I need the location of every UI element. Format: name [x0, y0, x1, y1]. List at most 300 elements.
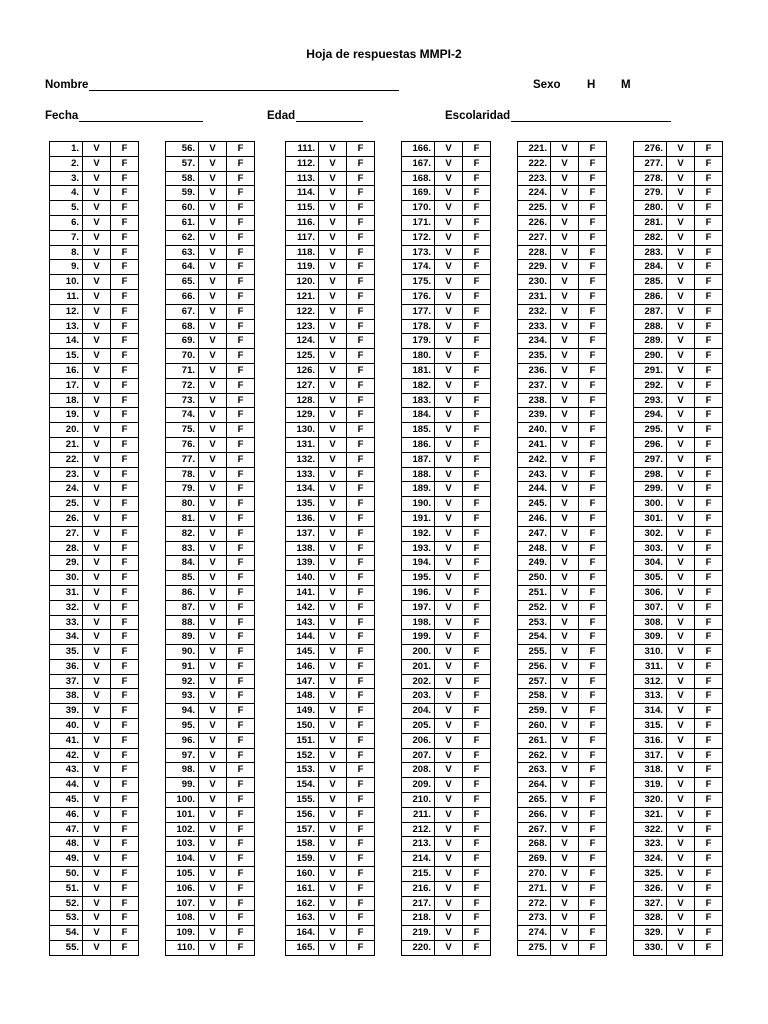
answer-false-option[interactable]: F [579, 363, 607, 378]
escolaridad-line[interactable] [511, 110, 671, 122]
answer-false-option[interactable]: F [227, 719, 255, 734]
answer-true-option[interactable]: V [667, 556, 695, 571]
answer-false-option[interactable]: F [463, 571, 491, 586]
answer-true-option[interactable]: V [435, 526, 463, 541]
answer-true-option[interactable]: V [551, 245, 579, 260]
answer-false-option[interactable]: F [695, 556, 723, 571]
answer-false-option[interactable]: F [695, 704, 723, 719]
answer-true-option[interactable]: V [83, 733, 111, 748]
answer-false-option[interactable]: F [347, 585, 375, 600]
answer-false-option[interactable]: F [695, 941, 723, 956]
answer-true-option[interactable]: V [199, 304, 227, 319]
answer-false-option[interactable]: F [347, 763, 375, 778]
answer-false-option[interactable]: F [579, 763, 607, 778]
answer-false-option[interactable]: F [227, 363, 255, 378]
answer-false-option[interactable]: F [463, 881, 491, 896]
answer-false-option[interactable]: F [579, 541, 607, 556]
answer-true-option[interactable]: V [667, 778, 695, 793]
answer-true-option[interactable]: V [551, 867, 579, 882]
answer-true-option[interactable]: V [667, 733, 695, 748]
answer-true-option[interactable]: V [667, 142, 695, 157]
answer-false-option[interactable]: F [695, 171, 723, 186]
answer-true-option[interactable]: V [83, 763, 111, 778]
answer-true-option[interactable]: V [667, 674, 695, 689]
answer-true-option[interactable]: V [83, 659, 111, 674]
answer-false-option[interactable]: F [227, 571, 255, 586]
answer-false-option[interactable]: F [695, 467, 723, 482]
answer-false-option[interactable]: F [695, 452, 723, 467]
answer-false-option[interactable]: F [227, 659, 255, 674]
answer-true-option[interactable]: V [83, 778, 111, 793]
answer-false-option[interactable]: F [579, 215, 607, 230]
answer-false-option[interactable]: F [695, 289, 723, 304]
answer-false-option[interactable]: F [347, 571, 375, 586]
answer-true-option[interactable]: V [319, 452, 347, 467]
answer-true-option[interactable]: V [319, 600, 347, 615]
answer-true-option[interactable]: V [199, 719, 227, 734]
answer-false-option[interactable]: F [347, 275, 375, 290]
answer-false-option[interactable]: F [579, 437, 607, 452]
answer-false-option[interactable]: F [579, 615, 607, 630]
answer-false-option[interactable]: F [347, 881, 375, 896]
answer-false-option[interactable]: F [111, 778, 139, 793]
answer-false-option[interactable]: F [347, 215, 375, 230]
answer-false-option[interactable]: F [695, 585, 723, 600]
answer-true-option[interactable]: V [199, 408, 227, 423]
answer-true-option[interactable]: V [83, 571, 111, 586]
answer-false-option[interactable]: F [695, 363, 723, 378]
answer-true-option[interactable]: V [551, 881, 579, 896]
escolaridad-field[interactable] [445, 110, 671, 122]
answer-false-option[interactable]: F [347, 807, 375, 822]
answer-false-option[interactable]: F [347, 852, 375, 867]
answer-false-option[interactable]: F [579, 733, 607, 748]
answer-true-option[interactable]: V [551, 497, 579, 512]
answer-false-option[interactable]: F [463, 186, 491, 201]
answer-false-option[interactable]: F [227, 497, 255, 512]
answer-false-option[interactable]: F [463, 245, 491, 260]
answer-false-option[interactable]: F [347, 689, 375, 704]
answer-true-option[interactable]: V [667, 837, 695, 852]
answer-true-option[interactable]: V [667, 807, 695, 822]
answer-false-option[interactable]: F [579, 260, 607, 275]
answer-true-option[interactable]: V [435, 704, 463, 719]
answer-true-option[interactable]: V [199, 363, 227, 378]
answer-false-option[interactable]: F [579, 230, 607, 245]
answer-false-option[interactable]: F [463, 719, 491, 734]
answer-false-option[interactable]: F [111, 763, 139, 778]
answer-true-option[interactable]: V [435, 645, 463, 660]
answer-false-option[interactable]: F [579, 408, 607, 423]
answer-false-option[interactable]: F [695, 852, 723, 867]
answer-true-option[interactable]: V [83, 615, 111, 630]
answer-false-option[interactable]: F [579, 571, 607, 586]
answer-true-option[interactable]: V [667, 349, 695, 364]
answer-true-option[interactable]: V [551, 793, 579, 808]
answer-false-option[interactable]: F [579, 201, 607, 216]
answer-true-option[interactable]: V [199, 585, 227, 600]
answer-true-option[interactable]: V [551, 600, 579, 615]
answer-true-option[interactable]: V [667, 378, 695, 393]
answer-true-option[interactable]: V [319, 867, 347, 882]
answer-false-option[interactable]: F [347, 867, 375, 882]
answer-false-option[interactable]: F [463, 201, 491, 216]
answer-true-option[interactable]: V [667, 201, 695, 216]
answer-true-option[interactable]: V [199, 437, 227, 452]
answer-false-option[interactable]: F [111, 408, 139, 423]
answer-false-option[interactable]: F [463, 467, 491, 482]
answer-false-option[interactable]: F [347, 393, 375, 408]
answer-false-option[interactable]: F [695, 911, 723, 926]
answer-false-option[interactable]: F [347, 142, 375, 157]
answer-false-option[interactable]: F [695, 275, 723, 290]
answer-true-option[interactable]: V [667, 408, 695, 423]
answer-true-option[interactable]: V [667, 230, 695, 245]
answer-false-option[interactable]: F [111, 896, 139, 911]
answer-true-option[interactable]: V [435, 363, 463, 378]
answer-false-option[interactable]: F [227, 585, 255, 600]
answer-false-option[interactable]: F [227, 334, 255, 349]
answer-true-option[interactable]: V [83, 260, 111, 275]
answer-false-option[interactable]: F [227, 822, 255, 837]
answer-true-option[interactable]: V [83, 186, 111, 201]
answer-true-option[interactable]: V [551, 541, 579, 556]
answer-true-option[interactable]: V [199, 881, 227, 896]
answer-true-option[interactable]: V [319, 822, 347, 837]
answer-true-option[interactable]: V [199, 630, 227, 645]
answer-true-option[interactable]: V [83, 748, 111, 763]
answer-true-option[interactable]: V [83, 556, 111, 571]
answer-false-option[interactable]: F [227, 245, 255, 260]
answer-false-option[interactable]: F [347, 896, 375, 911]
answer-true-option[interactable]: V [199, 689, 227, 704]
answer-false-option[interactable]: F [695, 230, 723, 245]
answer-true-option[interactable]: V [199, 260, 227, 275]
answer-true-option[interactable]: V [551, 807, 579, 822]
answer-true-option[interactable]: V [551, 556, 579, 571]
answer-true-option[interactable]: V [319, 275, 347, 290]
answer-true-option[interactable]: V [319, 704, 347, 719]
answer-true-option[interactable]: V [667, 911, 695, 926]
answer-false-option[interactable]: F [463, 304, 491, 319]
answer-true-option[interactable]: V [319, 926, 347, 941]
answer-false-option[interactable]: F [347, 171, 375, 186]
answer-true-option[interactable]: V [319, 334, 347, 349]
answer-false-option[interactable]: F [579, 600, 607, 615]
answer-true-option[interactable]: V [667, 393, 695, 408]
answer-false-option[interactable]: F [347, 733, 375, 748]
answer-false-option[interactable]: F [463, 363, 491, 378]
answer-true-option[interactable]: V [83, 807, 111, 822]
answer-true-option[interactable]: V [435, 748, 463, 763]
answer-true-option[interactable]: V [667, 719, 695, 734]
answer-false-option[interactable]: F [227, 793, 255, 808]
answer-false-option[interactable]: F [227, 201, 255, 216]
answer-false-option[interactable]: F [579, 793, 607, 808]
answer-false-option[interactable]: F [695, 319, 723, 334]
answer-false-option[interactable]: F [111, 319, 139, 334]
answer-false-option[interactable]: F [111, 733, 139, 748]
answer-true-option[interactable]: V [199, 526, 227, 541]
answer-true-option[interactable]: V [83, 482, 111, 497]
answer-false-option[interactable]: F [579, 896, 607, 911]
answer-false-option[interactable]: F [111, 719, 139, 734]
answer-false-option[interactable]: F [111, 363, 139, 378]
answer-true-option[interactable]: V [199, 423, 227, 438]
answer-true-option[interactable]: V [83, 363, 111, 378]
answer-false-option[interactable]: F [227, 778, 255, 793]
answer-true-option[interactable]: V [667, 852, 695, 867]
answer-false-option[interactable]: F [227, 289, 255, 304]
answer-true-option[interactable]: V [83, 911, 111, 926]
answer-true-option[interactable]: V [319, 378, 347, 393]
answer-true-option[interactable]: V [83, 941, 111, 956]
answer-true-option[interactable]: V [435, 482, 463, 497]
answer-false-option[interactable]: F [463, 511, 491, 526]
answer-false-option[interactable]: F [463, 319, 491, 334]
answer-true-option[interactable]: V [319, 733, 347, 748]
answer-false-option[interactable]: F [111, 482, 139, 497]
answer-false-option[interactable]: F [695, 541, 723, 556]
answer-true-option[interactable]: V [667, 245, 695, 260]
answer-false-option[interactable]: F [347, 245, 375, 260]
answer-false-option[interactable]: F [111, 571, 139, 586]
answer-false-option[interactable]: F [347, 600, 375, 615]
answer-false-option[interactable]: F [579, 867, 607, 882]
answer-true-option[interactable]: V [83, 674, 111, 689]
answer-true-option[interactable]: V [319, 497, 347, 512]
answer-true-option[interactable]: V [199, 704, 227, 719]
answer-false-option[interactable]: F [695, 630, 723, 645]
answer-false-option[interactable]: F [579, 142, 607, 157]
answer-true-option[interactable]: V [83, 896, 111, 911]
answer-true-option[interactable]: V [435, 793, 463, 808]
answer-true-option[interactable]: V [199, 748, 227, 763]
answer-false-option[interactable]: F [227, 689, 255, 704]
answer-true-option[interactable]: V [83, 926, 111, 941]
answer-false-option[interactable]: F [695, 260, 723, 275]
answer-false-option[interactable]: F [111, 423, 139, 438]
answer-true-option[interactable]: V [83, 142, 111, 157]
answer-true-option[interactable]: V [83, 201, 111, 216]
answer-false-option[interactable]: F [347, 793, 375, 808]
answer-false-option[interactable]: F [111, 349, 139, 364]
answer-true-option[interactable]: V [319, 615, 347, 630]
answer-false-option[interactable]: F [463, 334, 491, 349]
answer-false-option[interactable]: F [227, 926, 255, 941]
answer-true-option[interactable]: V [551, 659, 579, 674]
answer-false-option[interactable]: F [227, 867, 255, 882]
answer-true-option[interactable]: V [435, 941, 463, 956]
answer-false-option[interactable]: F [347, 334, 375, 349]
answer-true-option[interactable]: V [83, 215, 111, 230]
answer-false-option[interactable]: F [463, 600, 491, 615]
answer-true-option[interactable]: V [199, 822, 227, 837]
answer-true-option[interactable]: V [435, 867, 463, 882]
answer-true-option[interactable]: V [435, 275, 463, 290]
answer-true-option[interactable]: V [551, 275, 579, 290]
answer-false-option[interactable]: F [463, 733, 491, 748]
answer-true-option[interactable]: V [551, 142, 579, 157]
answer-true-option[interactable]: V [83, 526, 111, 541]
answer-true-option[interactable]: V [199, 911, 227, 926]
answer-true-option[interactable]: V [435, 600, 463, 615]
answer-false-option[interactable]: F [695, 778, 723, 793]
answer-true-option[interactable]: V [667, 467, 695, 482]
answer-true-option[interactable]: V [551, 467, 579, 482]
answer-true-option[interactable]: V [83, 423, 111, 438]
answer-true-option[interactable]: V [319, 585, 347, 600]
answer-false-option[interactable]: F [579, 556, 607, 571]
answer-true-option[interactable]: V [199, 186, 227, 201]
answer-true-option[interactable]: V [667, 289, 695, 304]
answer-false-option[interactable]: F [695, 896, 723, 911]
answer-true-option[interactable]: V [551, 452, 579, 467]
answer-false-option[interactable]: F [695, 615, 723, 630]
answer-false-option[interactable]: F [111, 304, 139, 319]
answer-true-option[interactable]: V [319, 630, 347, 645]
answer-true-option[interactable]: V [667, 541, 695, 556]
answer-false-option[interactable]: F [227, 408, 255, 423]
answer-true-option[interactable]: V [199, 349, 227, 364]
answer-false-option[interactable]: F [463, 941, 491, 956]
answer-false-option[interactable]: F [227, 378, 255, 393]
answer-true-option[interactable]: V [199, 852, 227, 867]
answer-false-option[interactable]: F [695, 497, 723, 512]
answer-true-option[interactable]: V [435, 452, 463, 467]
answer-false-option[interactable]: F [111, 881, 139, 896]
answer-false-option[interactable]: F [227, 171, 255, 186]
answer-true-option[interactable]: V [83, 822, 111, 837]
answer-false-option[interactable]: F [111, 260, 139, 275]
answer-true-option[interactable]: V [667, 600, 695, 615]
answer-false-option[interactable]: F [579, 645, 607, 660]
answer-true-option[interactable]: V [667, 482, 695, 497]
answer-true-option[interactable]: V [667, 304, 695, 319]
answer-true-option[interactable]: V [319, 201, 347, 216]
answer-false-option[interactable]: F [111, 275, 139, 290]
answer-true-option[interactable]: V [551, 689, 579, 704]
answer-false-option[interactable]: F [463, 689, 491, 704]
answer-false-option[interactable]: F [695, 511, 723, 526]
answer-false-option[interactable]: F [347, 289, 375, 304]
answer-false-option[interactable]: F [579, 289, 607, 304]
answer-false-option[interactable]: F [111, 807, 139, 822]
answer-false-option[interactable]: F [111, 171, 139, 186]
answer-true-option[interactable]: V [199, 807, 227, 822]
answer-false-option[interactable]: F [347, 911, 375, 926]
answer-false-option[interactable]: F [579, 393, 607, 408]
answer-false-option[interactable]: F [579, 452, 607, 467]
answer-false-option[interactable]: F [347, 511, 375, 526]
answer-true-option[interactable]: V [667, 689, 695, 704]
answer-false-option[interactable]: F [227, 674, 255, 689]
answer-false-option[interactable]: F [111, 630, 139, 645]
answer-false-option[interactable]: F [463, 585, 491, 600]
answer-true-option[interactable]: V [667, 275, 695, 290]
answer-true-option[interactable]: V [319, 289, 347, 304]
answer-false-option[interactable]: F [463, 349, 491, 364]
edad-line[interactable] [296, 110, 363, 122]
answer-false-option[interactable]: F [227, 837, 255, 852]
answer-false-option[interactable]: F [579, 674, 607, 689]
answer-true-option[interactable]: V [667, 896, 695, 911]
answer-false-option[interactable]: F [695, 215, 723, 230]
answer-true-option[interactable]: V [83, 511, 111, 526]
answer-true-option[interactable]: V [435, 245, 463, 260]
answer-true-option[interactable]: V [667, 822, 695, 837]
answer-false-option[interactable]: F [227, 423, 255, 438]
answer-true-option[interactable]: V [667, 511, 695, 526]
answer-true-option[interactable]: V [199, 245, 227, 260]
answer-false-option[interactable]: F [695, 408, 723, 423]
answer-false-option[interactable]: F [111, 186, 139, 201]
answer-false-option[interactable]: F [111, 142, 139, 157]
answer-true-option[interactable]: V [319, 541, 347, 556]
answer-false-option[interactable]: F [463, 659, 491, 674]
answer-false-option[interactable]: F [463, 645, 491, 660]
answer-true-option[interactable]: V [319, 748, 347, 763]
answer-true-option[interactable]: V [199, 571, 227, 586]
answer-true-option[interactable]: V [83, 230, 111, 245]
answer-false-option[interactable]: F [227, 630, 255, 645]
answer-false-option[interactable]: F [579, 245, 607, 260]
answer-true-option[interactable]: V [199, 452, 227, 467]
answer-true-option[interactable]: V [551, 674, 579, 689]
answer-false-option[interactable]: F [227, 304, 255, 319]
answer-false-option[interactable]: F [463, 748, 491, 763]
answer-true-option[interactable]: V [199, 156, 227, 171]
answer-true-option[interactable]: V [551, 571, 579, 586]
answer-true-option[interactable]: V [435, 926, 463, 941]
answer-true-option[interactable]: V [435, 571, 463, 586]
answer-true-option[interactable]: V [83, 319, 111, 334]
answer-false-option[interactable]: F [227, 349, 255, 364]
answer-true-option[interactable]: V [435, 852, 463, 867]
answer-true-option[interactable]: V [551, 437, 579, 452]
answer-false-option[interactable]: F [111, 704, 139, 719]
answer-false-option[interactable]: F [579, 275, 607, 290]
answer-false-option[interactable]: F [227, 615, 255, 630]
answer-true-option[interactable]: V [83, 867, 111, 882]
answer-true-option[interactable]: V [83, 793, 111, 808]
answer-false-option[interactable]: F [695, 423, 723, 438]
answer-true-option[interactable]: V [83, 881, 111, 896]
answer-false-option[interactable]: F [695, 748, 723, 763]
answer-true-option[interactable]: V [199, 659, 227, 674]
answer-false-option[interactable]: F [695, 349, 723, 364]
answer-true-option[interactable]: V [551, 349, 579, 364]
answer-true-option[interactable]: V [551, 230, 579, 245]
answer-false-option[interactable]: F [111, 541, 139, 556]
answer-false-option[interactable]: F [227, 748, 255, 763]
answer-false-option[interactable]: F [111, 941, 139, 956]
answer-true-option[interactable]: V [319, 319, 347, 334]
answer-true-option[interactable]: V [319, 230, 347, 245]
answer-true-option[interactable]: V [435, 659, 463, 674]
answer-false-option[interactable]: F [695, 689, 723, 704]
answer-true-option[interactable]: V [551, 215, 579, 230]
answer-true-option[interactable]: V [319, 659, 347, 674]
answer-true-option[interactable]: V [319, 393, 347, 408]
answer-false-option[interactable]: F [227, 807, 255, 822]
answer-false-option[interactable]: F [227, 704, 255, 719]
answer-false-option[interactable]: F [463, 911, 491, 926]
answer-false-option[interactable]: F [347, 319, 375, 334]
answer-false-option[interactable]: F [111, 201, 139, 216]
answer-true-option[interactable]: V [199, 334, 227, 349]
answer-true-option[interactable]: V [435, 763, 463, 778]
